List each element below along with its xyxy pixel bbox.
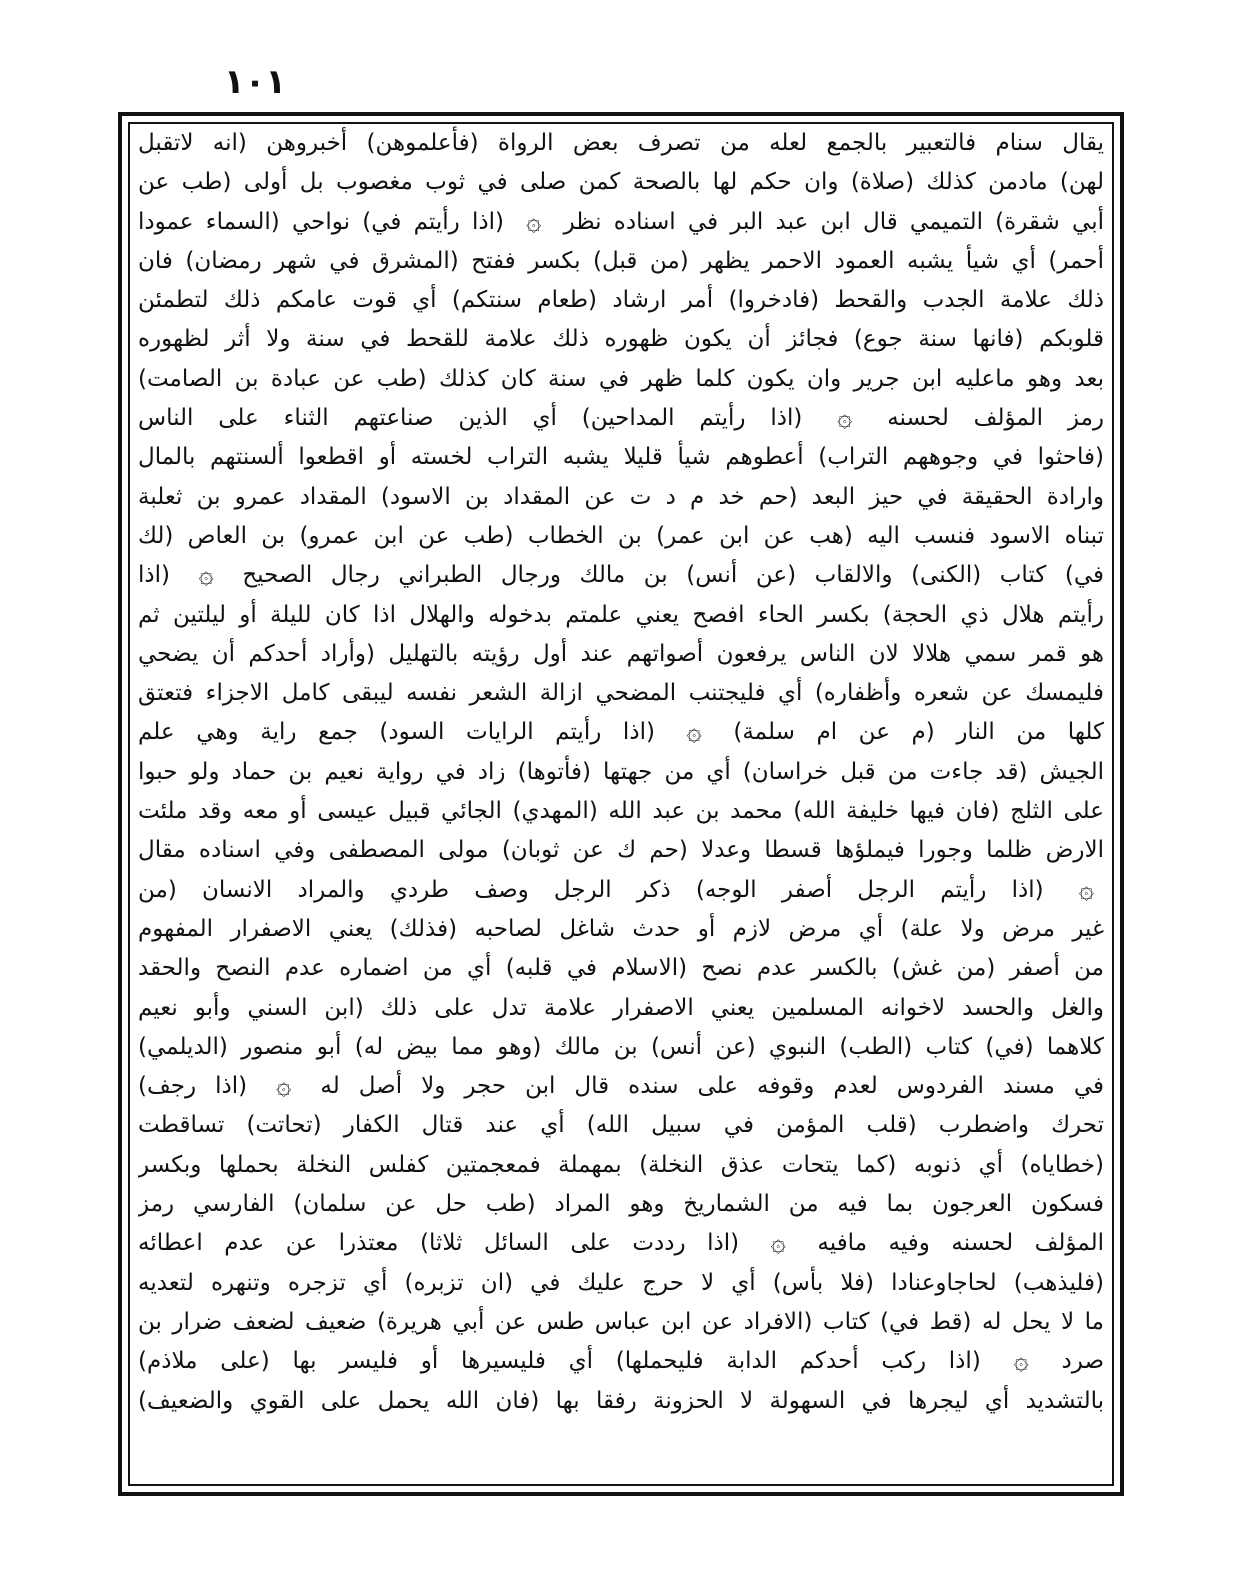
ornament-icon: ۞ (837, 403, 853, 434)
ornament-icon: ۞ (770, 1228, 786, 1259)
text-line: في مسند الفردوس لعدم وقوفه على سنده قال ابن حجر ولا أصل له ۞ (اذا رجف) (138, 1067, 1104, 1106)
text-line: صرد ۞ (اذا ركب أحدكم الدابة فليحملها) أي فليسيرها أو فليسر بها (على ملاذم) (138, 1342, 1104, 1381)
text-line: أحمر) أي شيأ يشبه العمود الاحمر يظهر (من قبل) بكسر ففتح (المشرق في شهر رمضان) فان (138, 247, 1104, 274)
text-line: فليمسك عن شعره وأظفاره) أي فليجتنب المضحي ازالة الشعر نفسه ليبقى كامل الاجزاء فتعتق (138, 680, 1104, 707)
text-line: بعد وهو ماعليه ابن جرير وان يكون كلما ظهر في سنة كان كذلك (طب عن عبادة بن الصامت) (138, 365, 1104, 392)
ornament-icon: ۞ (526, 206, 542, 237)
text-line: ذلك علامة الجدب والقحط (فادخروا) أمر ارشاد (طعام سنتكم) أي قوت عامكم ذلك لتطمئن (138, 287, 1104, 314)
text-line: في) كتاب (الكنى) والالقاب (عن أنس) بن مالك ورجال الطبراني رجال الصحيح ۞ (اذا (138, 556, 1104, 595)
text-line: (فاحثوا في وجوههم التراب) أعطوهم شيأ قليلا يشبه التراب لخسته أو اقطعوا ألسنتهم بالمال (138, 444, 1104, 471)
text-line: كلها من النار (م عن ام سلمة) ۞ (اذا رأيتم الرايات السود) جمع راية وهي علم (138, 713, 1104, 752)
text-line: ما لا يحل له (قط في) كتاب (الافراد عن ابن عباس طس عن أبي هريرة) ضعيف لضعف ضرار بن (138, 1308, 1104, 1335)
text-line: أبي شقرة) التميمي قال ابن عبد البر في اسناده نظر ۞ (اذا رأيتم في) نواحي (السماء عمودا (138, 203, 1104, 242)
text-line: (فليذهب) لحاجاوعنادا (فلا بأس) أي لا حرج عليك في (ان تزبره) أي تزجره وتنهره لتعديه (138, 1269, 1104, 1296)
text-line: بالتشديد أي ليجرها في السهولة لا الحزونة رفقا بها (فان الله يحمل على القوي والضعيف) (138, 1387, 1104, 1414)
text-line: كلاهما (في) كتاب (الطب) النبوي (عن أنس) بن مالك (وهو مما بيض له) أبو منصور (الديلمي) (138, 1033, 1104, 1060)
ornament-icon: ۞ (1078, 874, 1094, 905)
text-line: الجيش (قد جاءت من قبل خراسان) أي من جهتها (فأتوها) زاد في رواية نعيم بن حماد ولو حبوا (138, 758, 1104, 785)
text-line: تحرك واضطرب (قلب المؤمن في سبيل الله) أي عند قتال الكفار (تحاتت) تساقطت (138, 1112, 1104, 1139)
text-line: المؤلف لحسنه وفيه مافيه ۞ (اذا رددت على السائل ثلاثا) معتذرا عن عدم اعطائه (138, 1224, 1104, 1263)
text-line: من أصفر (من غش) بالكسر عدم نصح (الاسلام في قلبه) أي من اضماره عدم النصح والحقد (138, 955, 1104, 982)
text-line: الارض ظلما وجورا فيملؤها قسطا وعدلا (حم ك عن ثوبان) مولى المصطفى وفي اسناده مقال (138, 837, 1104, 864)
text-line: تبناه الاسود فنسب اليه (هب عن ابن عمر) بن الخطاب (طب عن ابن عمرو) بن العاص (لك (138, 522, 1104, 549)
text-line: رمز المؤلف لحسنه ۞ (اذا رأيتم المداحين) أي الذين صناعتهم الثناء على الناس (138, 399, 1104, 438)
text-line: وارادة الحقيقة في حيز البعد (حم خد م د ت عن المقداد بن الاسود) المقداد عمرو بن ثعلبة (138, 483, 1104, 510)
text-line: هو قمر سمي هلالا لان الناس يرفعون أصواتهم عند أول رؤيته بالتهليل (وأراد أحدكم أن يضحي (138, 640, 1104, 667)
text-line: قلوبكم (فانها سنة جوع) فجائز أن يكون ظهوره ذلك علامة للقحط في سنة ولا أثر لظهوره (138, 326, 1104, 353)
text-line: غير مرض ولا علة) أي مرض لازم أو حدث شاغل لصاحبه (فذلك) يعني الاصفرار المفهوم (138, 915, 1104, 942)
text-line: لهن) مادمن كذلك (صلاة) وان حكم لها بالصحة كمن صلى في ثوب مغصوب بل أولى (طب عن (138, 169, 1104, 196)
main-text (138, 124, 1104, 1421)
text-line: والغل والحسد لاخوانه المسلمين يعني الاصفرار علامة تدل على ذلك (ابن السني وأبو نعيم (138, 994, 1104, 1021)
ornament-icon: ۞ (1013, 1346, 1029, 1377)
text-line: (خطاياه) أي ذنوبه (كما يتحات عذق النخلة) بمهملة فمعجمتين كفلس النخلة بحملها وبكسر (138, 1151, 1104, 1178)
text-line: يقال سنام فالتعبير بالجمع لعله من تصرف بعض الرواة (فأعلموهن) أخبروهن (انه لاتقبل (138, 130, 1104, 156)
text-line: رأيتم هلال ذي الحجة) بكسر الحاء افصح يعني علمتم بدخوله والهلال اذا كان لليلة أو ليلتين ثم (138, 601, 1104, 628)
text-line: ۞ (اذا رأيتم الرجل أصفر الوجه) ذكر الرجل وصف طردي والمراد الانسان (من (138, 871, 1104, 910)
page-number: ١٠١ (223, 62, 287, 102)
ornament-icon: ۞ (686, 717, 702, 748)
ornament-icon: ۞ (198, 560, 214, 591)
text-line: فسكون العرجون بما فيه من الشماريخ وهو المراد (طب حل عن سلمان) الفارسي رمز (138, 1191, 1104, 1218)
ornament-icon: ۞ (276, 1071, 292, 1102)
text-line: على الثلج (فان فيها خليفة الله) محمد بن عبد الله (المهدي) الجائي قبيل عيسى أو معه وقد ملئت (138, 798, 1104, 825)
